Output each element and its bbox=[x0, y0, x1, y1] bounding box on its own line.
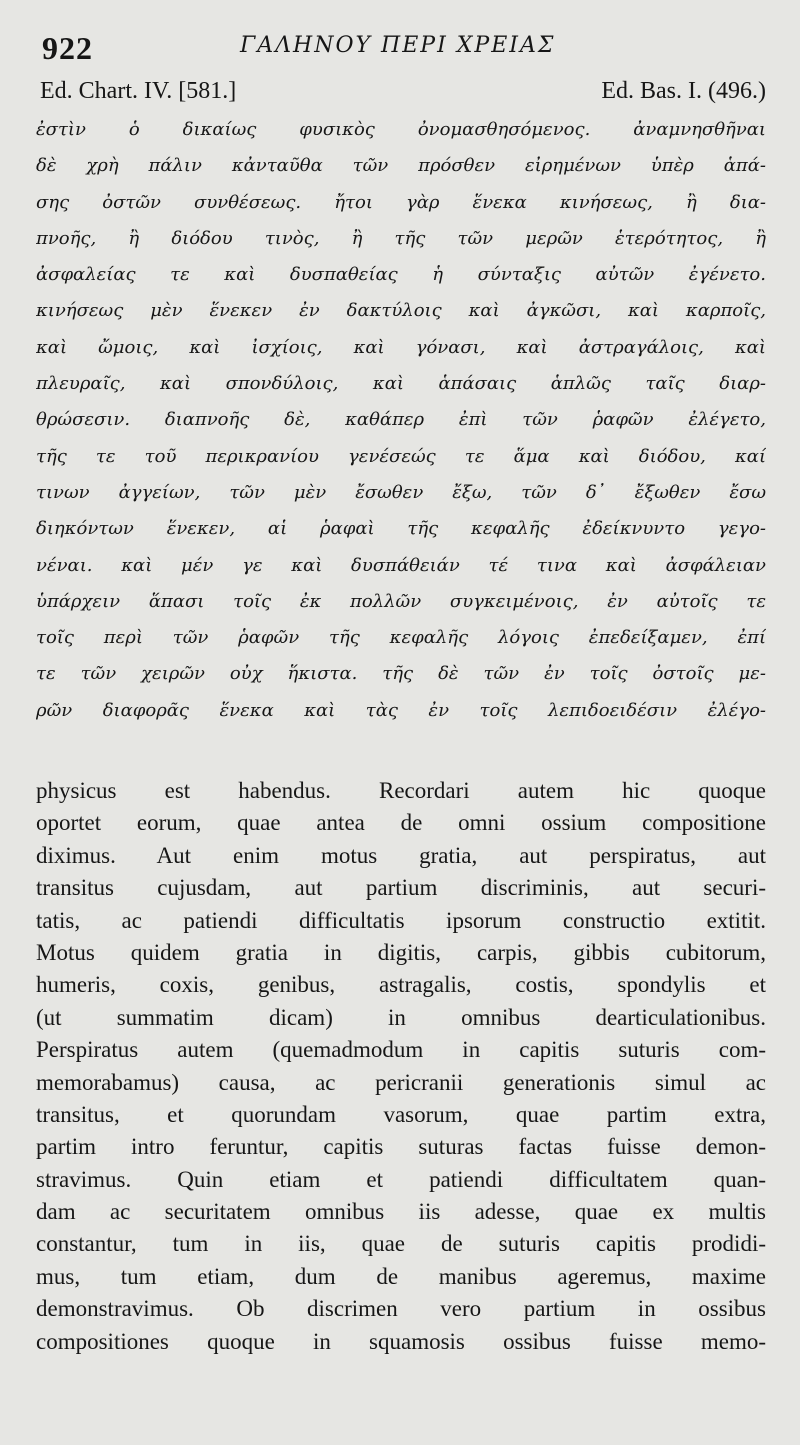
latin-text-line: demonstravimus. Ob discrimen vero partium in ossibus bbox=[36, 1296, 766, 1322]
greek-text-line: ρῶν διαφορᾶς ἕνεκα καὶ τὰς ἐν τοῖς λεπιδοειδέσιν ἐλέγο- bbox=[36, 699, 766, 721]
latin-text-line: mus, tum etiam, dum de manibus ageremus, maxime bbox=[36, 1263, 766, 1289]
greek-text-line: τῆς τε τοῦ περικρανίου γενέσεώς τε ἅμα καὶ διόδου, καί bbox=[36, 445, 766, 467]
latin-text-line: compositiones quoque in squamosis ossibus fuisse memo- bbox=[36, 1328, 766, 1354]
page-number: 922 bbox=[42, 30, 93, 66]
greek-text-line: πνοῆς, ἢ διόδου τινὸς, ἢ τῆς τῶν μερῶν ἑτερότητος, ἢ bbox=[36, 227, 766, 249]
latin-text-line: (ut summatim dicam) in omnibus dearticulationibus. bbox=[36, 1004, 766, 1030]
greek-text-line: κινήσεως μὲν ἕνεκεν ἐν δακτύλοις καὶ ἀγκῶσι, καὶ καρποῖς, bbox=[36, 300, 766, 322]
latin-text-line: oportet eorum, quae antea de omni ossium compositione bbox=[36, 810, 766, 836]
greek-text-line: ἐστὶν ὁ δικαίως φυσικὸς ὀνομασθησόμενος. ἀναμνησθῆναι bbox=[36, 119, 766, 140]
latin-text-line: Perspiratus autem (quemadmodum in capitis suturis com- bbox=[36, 1037, 766, 1063]
edition-reference-left: Ed. Chart. IV. [581.] bbox=[40, 78, 237, 104]
latin-text-line: transitus cujusdam, aut partium discriminis, aut securi- bbox=[36, 875, 766, 901]
greek-text-line: διηκόντων ἕνεκεν, αἱ ῥαφαὶ τῆς κεφαλῆς ἐδείκνυντο γεγο- bbox=[36, 518, 766, 540]
running-title: ΓΑΛΗΝΟΥ ΠΕΡΙ ΧΡΕΙΑΣ bbox=[240, 33, 556, 58]
latin-text-line: partim intro feruntur, capitis suturas factas fuisse demon- bbox=[36, 1134, 766, 1160]
latin-text-line: transitus, et quorundam vasorum, quae partim extra, bbox=[36, 1101, 766, 1127]
edition-reference-right: Ed. Bas. I. (496.) bbox=[601, 78, 766, 104]
latin-text-line: tatis, ac patiendi difficultatis ipsorum constructio extitit. bbox=[36, 907, 766, 933]
greek-text-line: νέναι. καὶ μέν γε καὶ δυσπάθειάν τέ τινα καὶ ἀσφάλειαν bbox=[36, 554, 766, 576]
greek-text-line: τε τῶν χειρῶν οὐχ ἥκιστα. τῆς δὲ τῶν ἐν τοῖς ὀστοῖς με- bbox=[36, 663, 766, 685]
greek-text-line: πλευραῖς, καὶ σπονδύλοις, καὶ ἁπάσαις ἁπλῶς ταῖς διαρ- bbox=[36, 373, 766, 395]
greek-text-line: τινων ἀγγείων, τῶν μὲν ἔσωθεν ἔξω, τῶν δ᾽ ἔξωθεν ἔσω bbox=[36, 481, 766, 503]
latin-text-line: constantur, tum in iis, quae de suturis capitis prodidi- bbox=[36, 1231, 766, 1257]
latin-text-line: diximus. Aut enim motus gratia, aut perspiratus, aut bbox=[36, 842, 766, 868]
latin-text-line: physicus est habendus. Recordari autem hic quoque bbox=[36, 778, 766, 803]
latin-text-line: memorabamus) causa, ac pericranii generationis simul ac bbox=[36, 1069, 766, 1095]
latin-text-line: dam ac securitatem omnibus iis adesse, quae ex multis bbox=[36, 1199, 766, 1225]
greek-text-block bbox=[36, 112, 766, 729]
latin-text-line: humeris, coxis, genibus, astragalis, costis, spondylis et bbox=[36, 972, 766, 998]
greek-text-line: σης ὀστῶν συνθέσεως. ἤτοι γὰρ ἕνεκα κινήσεως, ἢ δια- bbox=[36, 191, 766, 213]
latin-text-line: Motus quidem gratia in digitis, carpis, gibbis cubitorum, bbox=[36, 939, 766, 965]
greek-text-line: ἀσφαλείας τε καὶ δυσπαθείας ἡ σύνταξις αὐτῶν ἐγένετο. bbox=[36, 264, 766, 286]
latin-text-block bbox=[36, 775, 766, 1358]
greek-text-line: δὲ χρὴ πάλιν κἀνταῦθα τῶν πρόσθεν εἰρημένων ὑπὲρ ἁπά- bbox=[36, 155, 766, 177]
greek-text-line: καὶ ὤμοις, καὶ ἰσχίοις, καὶ γόνασι, καὶ ἀστραγάλοις, καὶ bbox=[36, 336, 766, 358]
greek-text-line: τοῖς περὶ τῶν ῥαφῶν τῆς κεφαλῆς λόγοις ἐπεδείξαμεν, ἐπί bbox=[36, 627, 766, 649]
latin-text-line: stravimus. Quin etiam et patiendi difficultatem quan- bbox=[36, 1166, 766, 1192]
greek-text-line: ὑπάρχειν ἅπασι τοῖς ἐκ πολλῶν συγκειμένοις, ἐν αὐτοῖς τε bbox=[36, 590, 766, 612]
greek-text-line: θρώσεσιν. διαπνοῆς δὲ, καθάπερ ἐπὶ τῶν ῥαφῶν ἐλέγετο, bbox=[36, 409, 766, 431]
